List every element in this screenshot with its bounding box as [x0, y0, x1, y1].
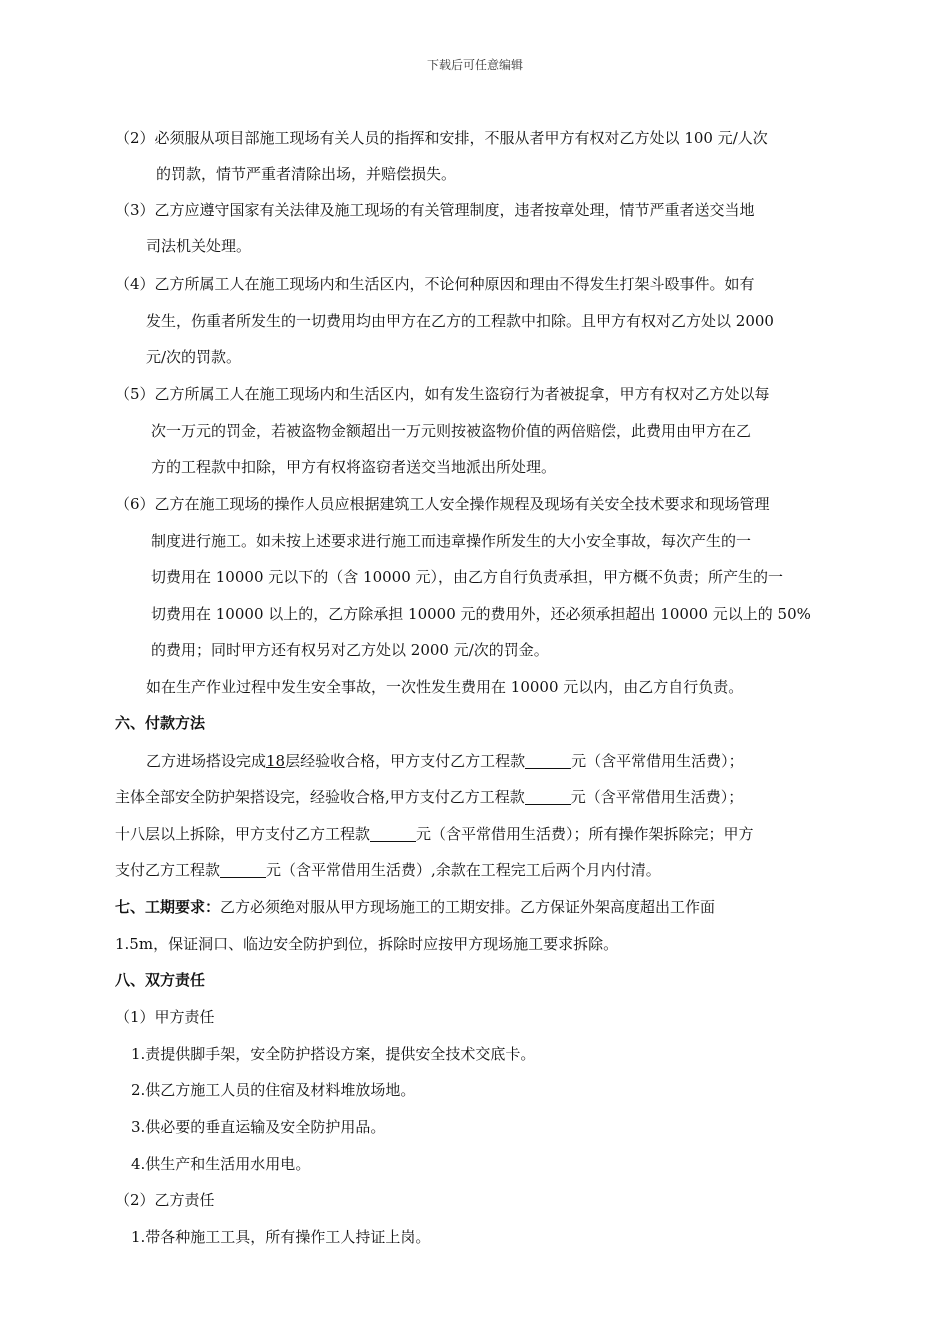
party-b-item-1: 1.带各种施工工具，所有操作工人持证上岗。: [131, 1228, 431, 1246]
section-7-title: 七、工期要求：: [115, 898, 221, 916]
section-7-line-1: [115, 897, 715, 917]
party-a-item-2: 2.供乙方施工人员的住宿及材料堆放场地。: [131, 1081, 416, 1099]
payment-floor-number: 18: [266, 752, 286, 770]
payment-line-1-b: 层经验收合格，甲方支付乙方工程款: [285, 752, 526, 770]
section-7-text: 乙方必须绝对服从甲方现场施工的工期安排。乙方保证外架高度超出工作面: [220, 898, 716, 916]
party-a-title: （1）甲方责任: [115, 1008, 215, 1026]
section-7-line-2: 1.5m，保证洞口、临边安全防护到位，拆除时应按甲方现场施工要求拆除。: [115, 935, 619, 953]
item-2-line-2: 的罚款，情节严重者清除出场，并赔偿损失。: [156, 165, 457, 183]
item-6-line-4: 切费用在 10000 以上的，乙方除承担 10000 元的费用外，还必须承担超出 10000 元以上的 50%: [151, 605, 811, 623]
section-8-title: 八、双方责任: [115, 971, 206, 989]
item-3-line-2: 司法机关处理。: [146, 237, 252, 255]
party-a-item-3: 3.供必要的垂直运输及安全防护用品。: [131, 1118, 386, 1136]
payment-line-2: [115, 787, 743, 807]
section-6-title: 六、付款方法: [115, 714, 206, 732]
payment-line-2-a: 主体全部安全防护架搭设完，经验收合格,甲方支付乙方工程款: [115, 788, 525, 806]
payment-line-4: [115, 860, 661, 880]
payment-line-1-a: 乙方进场搭设完成: [146, 752, 267, 770]
amount-blank-3: [370, 826, 416, 842]
party-a-item-1: 1.责提供脚手架，安全防护搭设方案，提供安全技术交底卡。: [131, 1045, 536, 1063]
payment-line-3: [115, 824, 754, 844]
item-2-line-1: （2）必须服从项目部施工现场有关人员的指挥和安排，不服从者甲方有权对乙方处以 100 元/人次: [115, 129, 768, 147]
payment-line-2-b: 元（含平常借用生活费）；: [570, 788, 744, 806]
party-b-title: （2）乙方责任: [115, 1191, 215, 1209]
item-3-line-1: （3）乙方应遵守国家有关法律及施工现场的有关管理制度，违者按章处理，情节严重者送交当地: [115, 201, 755, 219]
item-5-line-1: （5）乙方所属工人在施工现场内和生活区内，如有发生盗窃行为者被捉拿，甲方有权对乙方处以每: [115, 385, 770, 403]
item-6-line-5: 的费用；同时甲方还有权另对乙方处以 2000 元/次的罚金。: [151, 641, 549, 659]
payment-line-4-a: 支付乙方工程款: [115, 861, 221, 879]
item-5-line-2: 次一万元的罚金，若被盗物金额超出一万元则按被盗物价值的两倍赔偿，此费用由甲方在乙: [151, 422, 752, 440]
payment-line-1: [146, 751, 744, 771]
item-4-line-1: （4）乙方所属工人在施工现场内和生活区内，不论何种原因和理由不得发生打架斗殴事件。如有: [115, 275, 755, 293]
item-6-extra: 如在生产作业过程中发生安全事故，一次性发生费用在 10000 元以内，由乙方自行负责。: [146, 678, 744, 696]
item-6-line-2: 制度进行施工。如未按上述要求进行施工而违章操作所发生的大小安全事故，每次产生的一: [151, 532, 752, 550]
item-5-line-3: 方的工程款中扣除，甲方有权将盗窃者送交当地派出所处理。: [151, 458, 557, 476]
item-4-line-3: 元/次的罚款。: [146, 348, 242, 366]
item-4-line-2: 发生，伤重者所发生的一切费用均由甲方在乙方的工程款中扣除。且甲方有权对乙方处以 2000: [146, 312, 774, 330]
payment-line-4-b: 元（含平常借用生活费）,余款在工程完工后两个月内付清。: [266, 861, 661, 879]
amount-blank-4: [220, 862, 266, 878]
payment-line-3-a: 十八层以上拆除，甲方支付乙方工程款: [115, 825, 371, 843]
payment-line-3-b: 元（含平常借用生活费）；所有操作架拆除完；甲方: [416, 825, 754, 843]
item-6-line-1: （6）乙方在施工现场的操作人员应根据建筑工人安全操作规程及现场有关安全技术要求和现场管理: [115, 495, 770, 513]
amount-blank-1: [525, 753, 571, 769]
page-header: 下载后可任意编辑: [426, 58, 523, 72]
party-a-item-4: 4.供生产和生活用水用电。: [131, 1155, 311, 1173]
payment-line-1-c: 元（含平常借用生活费）；: [571, 752, 744, 770]
amount-blank-2: [525, 789, 571, 805]
item-6-line-3: 切费用在 10000 元以下的（含 10000 元），由乙方自行负责承担，甲方概不负责；所产生的一: [151, 568, 784, 586]
